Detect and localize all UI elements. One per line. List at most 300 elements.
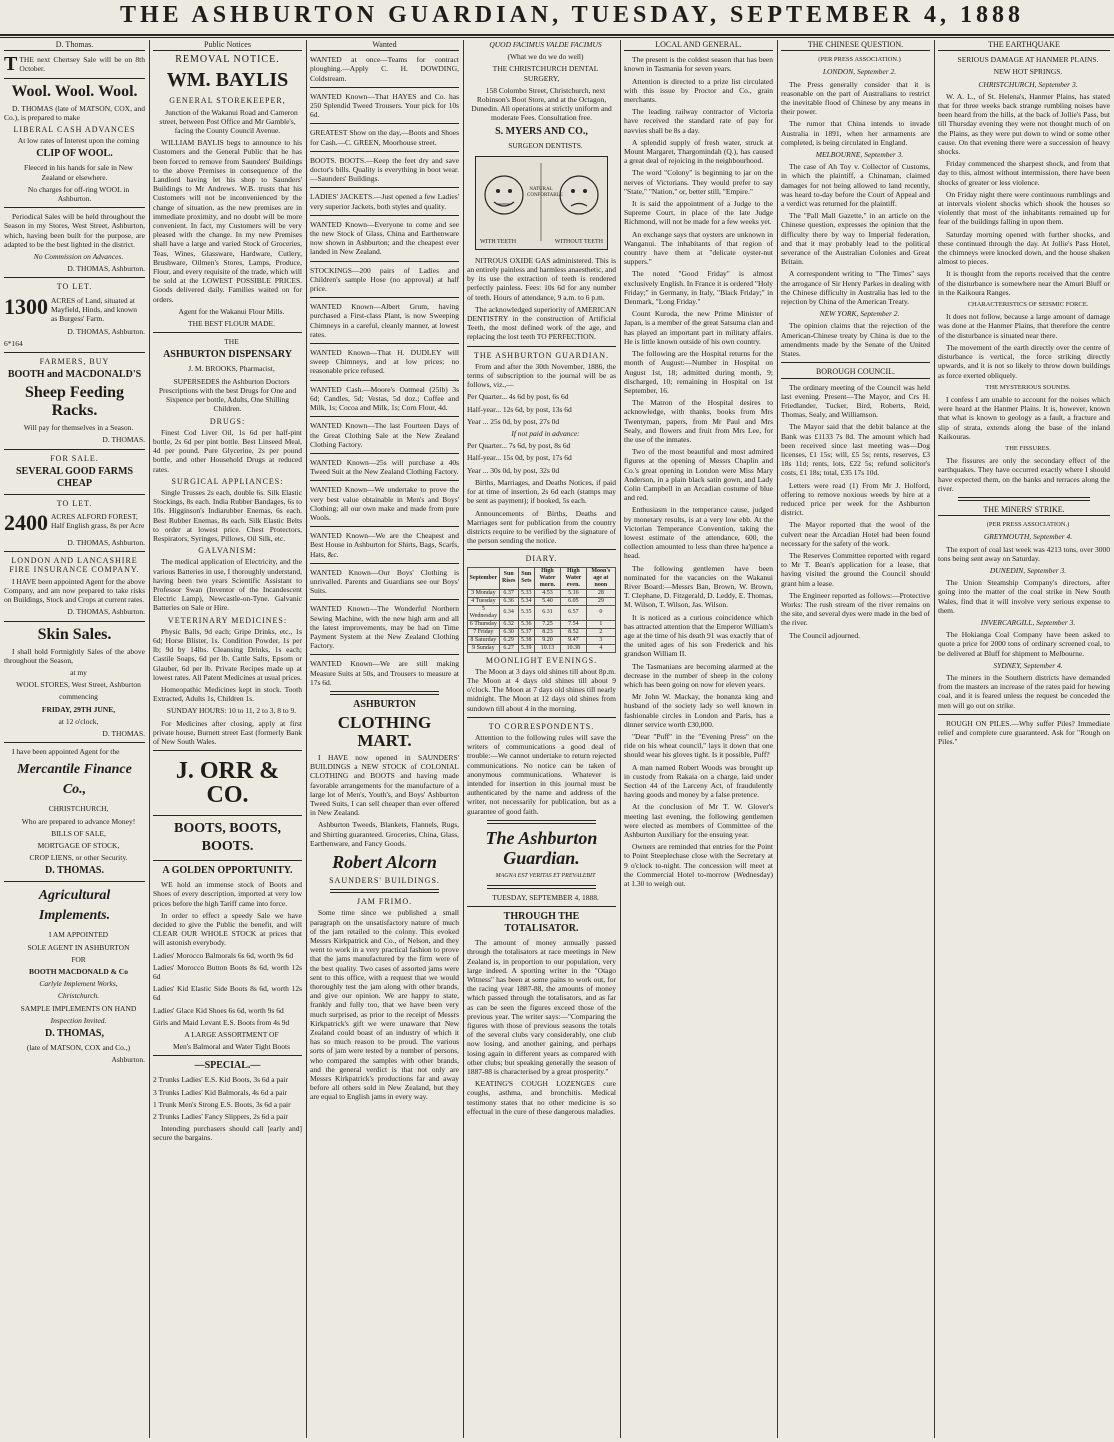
- paper-motto: MAGNA EST VERITAS ET PREVALEBIT: [495, 872, 596, 879]
- council-item: The Mayor reported that the wool of the culvert near the Arcadian Hotel had been found necessary for the safety of the work.: [781, 520, 930, 548]
- diary-cell: 3: [586, 636, 615, 644]
- diary-cell: 5.35: [518, 605, 534, 620]
- for-text: FOR: [71, 954, 86, 964]
- diary-cell: 6.34: [499, 605, 518, 620]
- acres-2400: [4, 512, 145, 534]
- special-heading: —SPECIAL.—: [194, 1060, 261, 1072]
- divider: [310, 261, 459, 262]
- list-item: Ladies' Morocco Button Boots 8s 6d, worth 12s 6d: [153, 962, 302, 982]
- dateline: CHRISTCHURCH, September 3.: [978, 79, 1078, 89]
- dental-illustration: [475, 156, 608, 250]
- births-text: Births, Marriages, and Deaths Notices, if paid for at time of insertion, 2s 6d each (stamps may be sent as payment); if booked, 5s each.: [467, 477, 616, 506]
- special-list: [153, 1075, 302, 1121]
- i-am-appointed: I AM APPOINTED: [48, 930, 109, 940]
- news-item: The export of coal last week was 4213 tons, over 3000 tons being sent away on Saturday.: [938, 544, 1110, 563]
- column-heading: D. Thomas.: [4, 40, 145, 51]
- news-item: It is said the appointment of a Judge to the Supreme Court, in place of the late Judge Richmond, will not be made for a few weeks yet.: [624, 199, 773, 227]
- acres-text: ACRES of Land, situated at Mayfield, Hinds, and known as Burgess' Farm.: [51, 295, 138, 323]
- diary-cell: 6.05: [561, 597, 587, 605]
- totalisator-heading: THROUGH THE TOTALISATOR.: [503, 911, 580, 935]
- for-sale-heading: FOR SALE.: [50, 453, 99, 463]
- column-separator: [934, 40, 935, 1438]
- dateline: SYDNEY, September 4.: [993, 660, 1063, 670]
- mercantile-heading: Mercantile Finance Co.,: [17, 762, 132, 798]
- wanted-ad: WANTED Known—We are still making Measure Suits at 50s, and Trousers to measure at 17s 6d.: [310, 659, 459, 687]
- news-item: Two of the most beautiful and most admired figures at the opening of Messrs Chaplin and Co.'s great opening in London were Miss Mary Anderson, in a plain black satin gown, and Lady Colin Campbell in an Arcadian costume of blue and red.: [624, 447, 773, 503]
- signature: D. THOMAS, Ashburton.: [67, 264, 145, 274]
- moonlight-heading: MOONLIGHT EVENINGS.: [485, 655, 598, 665]
- divider: [4, 551, 145, 552]
- junction: Junction of the Wakanui Road and Cameron street, between Post Office and Mr Gamble's, facing the County Council Avenue.: [159, 107, 298, 136]
- veterinary-text: Physic Balls, 9d each; Gripe Drinks, etc., 1s 6d; Horse Blister, 1s. Condition Powder, 1s per lb; 9d by 14lbs. Cleansing Drinks, 1s each; Castile Soaps, 6d per lb. Cattle Salts, Epsom or Glauber, 6d per lb. Private Recipes made up at lowest rates. All Patent Medicines at usual prices.: [153, 626, 302, 682]
- acres-number: 1300: [4, 293, 48, 319]
- news-item: It is noticed as a curious coincidence which has attracted attention that the Emperor William's age at the time of his death 91 was exactly that of the united ages of his son Frederick and his grandson William II.: [624, 612, 773, 659]
- tweeds-text: Ashburton Tweeds, Blankets, Flannels, Rugs, and Shirting guaranteed. Groceries, China, Glass, Earthenware, and Fancy Goods.: [310, 820, 459, 848]
- at-my: at my: [70, 667, 87, 677]
- clothing-mart-heading: CLOTHING MART.: [337, 712, 432, 750]
- diary-cell: 5.39: [518, 644, 534, 652]
- news-item: The miners in the Southern districts have demanded from the masters an increase of the rates paid for hewing coal, and it is feared unless the request be conceded the men will go out on strike.: [938, 672, 1110, 710]
- double-rule: [487, 820, 596, 824]
- column-local-general: [624, 40, 773, 1436]
- masthead-rule: [0, 37, 1114, 38]
- column-heading: Wanted: [310, 40, 459, 51]
- crop-liens: CROP LIENS, or other Security.: [29, 853, 128, 863]
- paper-title: The Ashburton Guardian.: [485, 827, 598, 868]
- wool-stores: WOOL STORES, West Street, Ashburton: [16, 680, 141, 690]
- diary-cell: 7 Friday: [468, 628, 500, 636]
- divider: [310, 654, 459, 655]
- divider: [153, 815, 302, 816]
- news-item: The Hokianga Coal Company have been asked to quote a price for 2000 tons of ordinary screened coal, to be delivered at Bluff for shipment to Melbourne.: [938, 630, 1110, 658]
- subheading: THE FISSURES.: [1005, 444, 1051, 452]
- divider: [310, 599, 459, 600]
- mortgage: MORTGAGE OF STOCK,: [37, 840, 120, 850]
- wanted-ad: WANTED Known—That HAYES and Co. has 250 Splendid Tweed Trousers. Your pick for 10s 6d.: [310, 91, 459, 120]
- news-item: On Friday night there were continuous rumblings and at intervals violent shocks which shook the houses so violently that most of the inhabitants remained up for fear of the buildings falling in upon them.: [938, 189, 1110, 227]
- divider: [4, 277, 145, 278]
- supersedes: SUPERSEDES the Ashburton Doctors Prescriptions with the best Drugs for One and Sixpence per bottle, Adults, One Shilling Children.: [158, 376, 297, 414]
- news-item: The movement of the earth directly over the centre of disturbance is vertical, the force striking directly upwards, and it is not so likely to throw down buildings as force exerted obliquely.: [938, 342, 1110, 380]
- divider: [938, 714, 1110, 715]
- news-item: W. A. L., of St. Helena's, Hanmer Plains, has stated that for three weeks back strange rumbling noises have been heard from the hills, at the back of Jollie's Pass, but till Thursday evening they were not thought much of on the Plains, as they were put down to wind or some other cause. On that evening there were a succession of heavy shocks.: [938, 91, 1110, 157]
- dateline: LONDON, September 2.: [822, 67, 897, 77]
- diary-header: High Water morn.: [534, 567, 560, 589]
- wanted-ad: WANTED Known—Our Boys' Clothing is unrivalled. Parents and Guardians see our Boys' Suits.: [310, 567, 459, 596]
- column-public-notices: [153, 40, 302, 1436]
- rate-row: Year ... 25s 0d, by post, 27s 0d: [467, 416, 560, 426]
- correspondents-heading: TO CORRESPONDENTS.: [488, 721, 595, 731]
- subscription-text: From and after the 30th November, 1886, the terms of subscription to the journal will be as follows, viz.,—: [467, 361, 616, 390]
- column-separator: [620, 40, 621, 1438]
- correspondents-text: Attention to the following rules will save the writers of communications a good deal of trouble:—We cannot undertake to return rejected communications. No notice can be taken of anonymous communications. Whatever is intended for insertion in this journal must be authenticated by the name and address of the writer, not necessarily for publication, but as a guarantee of good faith.: [467, 732, 616, 816]
- issue-date: TUESDAY, SEPTEMBER 4, 1888.: [492, 892, 599, 902]
- news-item: Owners are reminded that entries for the Point to Point Steeplechase close with the Secretary at 9 o'clock to-night. The concession will meet at the Commercial Hotel to-morrow (Wednesday) at 1.30 to weigh out.: [624, 842, 773, 889]
- news-item: The word "Colony" is beginning to jar on the nerves of Victorians. They would prefer to say "State," "Nation," or, better still, "Empire.": [624, 168, 773, 196]
- intending-text: Intending purchasers should call [early and] secure the bargains.: [153, 1124, 302, 1143]
- alcorn-heading: Robert Alcorn: [332, 852, 437, 872]
- diary-cell: 5.36: [518, 620, 534, 628]
- diary-cell: 2: [586, 628, 615, 636]
- saunders-buildings: SAUNDERS' BUILDINGS.: [329, 876, 440, 885]
- news-item: Attention is directed to a prize list circulated with this issue by Proctor and Co., grain merchants.: [624, 76, 773, 105]
- dental-address: 158 Colombo Street, Christchurch, next Robinson's Boot Store, and at the Octagon, Dunedin. All operations at strictly uniform and moderate Fees. Consultation free.: [471, 85, 612, 123]
- list-item: Ladies' Morocco Balmorals 6s 6d, worth 9s 6d: [153, 950, 294, 960]
- signature-large: D. THOMAS,: [45, 1027, 104, 1039]
- orr-heading: J. ORR & CO.: [175, 758, 280, 809]
- divider: [153, 860, 302, 861]
- diary-row: [468, 644, 616, 652]
- diary-cell: 10.38: [561, 644, 587, 652]
- wanted-ad: LADIES' JACKETS.—Just opened a few Ladies' very superior Jackets, both styles and quality.: [310, 192, 459, 211]
- diary-row: [468, 605, 616, 620]
- diary-cell: 29: [586, 597, 615, 605]
- news-item: Enthusiasm in the temperance cause, judged by monetary results, is at a very low ebb. At the Victorian Temperance Convention, taking the lowest estimate of the attendance, 600, the collection amounted to less than three ha'pence a head.: [624, 505, 773, 561]
- news-item: The opinion claims that the rejection of the American-Chinese treaty by China is due to the amendments made by the Senate of the United States.: [781, 321, 930, 359]
- column-thomas-ads: [4, 40, 145, 1436]
- diary-header: Sun Rises: [499, 567, 518, 589]
- diary-cell: 10.13: [534, 644, 560, 652]
- wanted-ad: WANTED Known—The last Fourteen Days of the Great Clothing Sale at the New Zealand Clothing Factory.: [310, 421, 459, 449]
- news-item: The case of Ah Toy v. Collector of Customs, in which the plaintiff, a Chinaman, claimed damages for not being allowed to land recently, was heard to-day before the Court of Appeal and a verdict was returned for the plaintiff.: [781, 162, 930, 209]
- diary-row: [468, 620, 616, 628]
- news-item: The fissures are only the secondary effect of the earthquakes. They have occurred exactly where I should have expected them, on the banks and terraces along the river.: [938, 456, 1110, 493]
- divider: [310, 480, 459, 481]
- diary-cell: 6 Thursday: [468, 620, 500, 628]
- rough-on-piles: ROUGH ON PILES.—Why suffer Piles? Immediate relief and complete cure guaranteed. Ask for "Rough on Piles.": [938, 718, 1110, 747]
- news-item: A correspondent writing to "The Times" says the arrogance of Sir Henry Parkes in dealing with the Chinese difficulty in Australia has led to the rejection by China of the American Treaty.: [781, 269, 930, 307]
- diary-cell: 7.54: [561, 620, 587, 628]
- column-wanted: [310, 40, 459, 1436]
- news-item: The leading railway contractor of Victoria have received the standard rate of pay for navvies shall be 8s a day.: [624, 107, 773, 135]
- divider: [310, 151, 459, 152]
- double-rule: [487, 885, 596, 889]
- diary-cell: 8.52: [561, 628, 587, 636]
- wanted-ad: WANTED at once—Teams for contract ploughing.—Apply C. H. DOWDING, Coldstream.: [310, 55, 459, 83]
- divider: [310, 563, 459, 564]
- column-separator: [149, 40, 150, 1438]
- dateline: NEW YORK, September 2.: [819, 309, 900, 319]
- sole-agent: SOLE AGENT IN ASHBURTON: [27, 942, 130, 952]
- diary-header: Sun Sets: [518, 567, 534, 589]
- insurance-text: I HAVE been appointed Agent for the above Company, and am now prepared to take risks on Buildings, Stock and Crops at current rates.: [4, 576, 145, 605]
- divider: [153, 332, 302, 333]
- council-item: The Engineer reported as follows:—Protective Works: The rush stream of the river remains on the site, and several dyes were made in the bed of the river.: [781, 590, 930, 628]
- council-item: The Mayor said that the debit balance at the Bank was £1133 7s 8d. The amount which had been received since last meeting was—Dog licenses, £1 15s; will, £5 5s; rents, reserves, £3 18s 11d; rents, lots, £22 5s; refund solicitor's costs, £1 18s; total, £35 17s 10d.: [781, 422, 930, 478]
- best-flour: THE BEST FLOUR MADE.: [188, 319, 275, 329]
- diary-cell: 6.29: [499, 636, 518, 644]
- rate-row: Half-year... 15s 0d, by post, 17s 6d: [467, 453, 572, 463]
- divider: [310, 297, 459, 298]
- jam-heading: JAM FRIMO.: [356, 897, 413, 907]
- council-item: The ordinary meeting of the Council was held last evening. Present—The Mayor, and Crs H. Friedlander, Tucker, Bird, Roberts, Reid, Thomas, Sealy, and Williamson.: [781, 382, 930, 420]
- diary-row: [468, 597, 616, 605]
- news-item: Friday commenced the sharpest shock, and from that day to this, almost without intermission, there have been shocks of greater or less violence.: [938, 159, 1110, 187]
- been-appointed: I have been appointed Agent for the: [12, 747, 120, 757]
- wanted-ad: WANTED Cash.—Moore's Oatmeal (25lb) 3s 6d; Candles, 5d; Vestas, 5d doz.; Coffee and Milk, 1s; Cocoa and Milk, 1s; Corn Flour, 4d.: [310, 384, 459, 413]
- no-commission: No Commission on Advances.: [33, 252, 124, 262]
- dateline: GREYMOUTH, September 4.: [983, 532, 1073, 542]
- double-rule: [330, 889, 439, 893]
- diary-cell: 6.36: [499, 597, 518, 605]
- pay-text: Will pay for themselves in a Season.: [23, 423, 134, 433]
- list-item: Ladies' Kid Elastic Side Boots 8s 6d, worth 12s 6d: [153, 984, 302, 1003]
- newspaper-title: THE ASHBURTON GUARDIAN, TUESDAY, SEPTEMBER 4, 1888: [120, 2, 1024, 28]
- diary-head-row: [468, 567, 616, 589]
- news-item: It does not follow, because a large amount of damage was done at the Hanmer Plains, that therefore the centre of the disturbance is situated near there.: [938, 312, 1110, 340]
- divider: [781, 362, 930, 363]
- diary-cell: 4.53: [534, 589, 560, 597]
- christchurch-2: Christchurch.: [57, 991, 100, 1001]
- farmers-heading: FARMERS, BUY: [39, 357, 110, 367]
- skin-sales-text: I shall hold Fortnightly Sales of the above throughout the Season,: [4, 646, 145, 665]
- divider: [310, 343, 459, 344]
- rate-row: Per Quarter... 4s 6d by post, 6s 6d: [467, 392, 569, 402]
- divider: [467, 717, 616, 718]
- divider: [153, 1055, 302, 1056]
- subheading: THE MYSTERIOUS SOUNDS.: [985, 383, 1071, 391]
- upper-text: The acknowledged superiority of AMERICAN DENTISTRY in the construction of Artificial Teeth, the most defined work of the age, and replacing the lost teeth TO PERFECTION.: [467, 304, 616, 342]
- christchurch: CHRISTCHURCH,: [48, 804, 109, 814]
- diary-row: [468, 589, 616, 597]
- divider: [310, 123, 459, 124]
- friday: FRIDAY, 29TH JUNE,: [41, 704, 116, 714]
- list-item: Girls and Maid Levant E.S. Boots from 4s 9d: [153, 1017, 290, 1027]
- agent-for: Agent for the Wakanui Flour Mills.: [178, 306, 285, 316]
- divider: [310, 187, 459, 188]
- homeopathic-text: Homeopathic Medicines kept in stock. Tooth Extracted, Adults 1s, Children 1s.: [153, 684, 302, 704]
- wanted-ad: WANTED Known—We are the Cheapest and Best House in Ashburton for Shirts, Bags, Scarfs, Hats, &c.: [310, 531, 459, 559]
- wanted-ad: WANTED Known—Everyone to come and see the new Stock of Glass, China and Earthenware now shown in Ashburton; and the cheapest ever landed in New Zealand.: [310, 219, 459, 257]
- list-item: 2 Trunks Ladies' Fancy Slippers, 2s 6d a pair: [153, 1112, 288, 1122]
- diary-row: [468, 628, 616, 636]
- booth-macdonald: BOOTH MACDONALD & Co: [29, 966, 128, 976]
- diary-header: Moon's age at noon: [586, 567, 615, 589]
- carlyle: Carlyle Implement Works,: [39, 979, 118, 989]
- column-heading: LOCAL AND GENERAL.: [624, 40, 773, 51]
- acres-text: ACRES ALFORD FOREST, Half English grass, 8s per Acre: [51, 512, 145, 531]
- faces-illustration: [476, 157, 607, 247]
- divider: [4, 207, 145, 208]
- wm-baylis: WM. BAYLIS: [166, 69, 289, 92]
- news-item: The present is the coldest season that has been known in Tasmania for seven years.: [624, 55, 773, 74]
- strike-heading: THE MINERS' STRIKE.: [938, 505, 1110, 516]
- surgical-text: Single Trusses 2s each, double 6s. Silk Elastic Stockings, 8s each. India Rubber Bandages, 6s to 10s. Higginson's Indiarubber Enemas, 6s each. Best Rubber Enemas, 8s each. Silk Elastic Belts to order at lowest price. Chest Protectors, Respirators, Syringes, Pillows, Oil Silk, etc.: [153, 487, 302, 543]
- veterinary-heading: VETERINARY MEDICINES:: [167, 615, 288, 625]
- column-separator: [306, 40, 307, 1438]
- column-heading: THE CHINESE QUESTION.: [781, 40, 930, 51]
- signature: D. THOMAS, Ashburton.: [67, 607, 145, 617]
- diary-cell: 5.40: [534, 597, 560, 605]
- motto-english: (What we do we do well): [507, 52, 584, 62]
- oclock: at 12 o'clock,: [58, 716, 99, 726]
- inspection: Inspection Invited.: [50, 1015, 107, 1025]
- wanted-ad: WANTED Known—Albert Grum, having purchased a First-class Plant, is now Sweeping Chimneys in a careful, cleanly manner, at lowest rates.: [310, 302, 459, 339]
- news-item: The "Pall Mall Gazette," in an article on the Chinese question, expresses the opinion that the difficulty there by way to Imperial federation, and that it may probably lead to the political severance of the Australian Colonies and Great Britain.: [781, 211, 930, 267]
- news-item: A splendid supply of fresh water, struck at Mount Margaret, Thargomindah (Q.), has caused a great deal of rejoicing in the neighbourhood.: [624, 137, 773, 166]
- news-item: The Press generally consider that it is reasonable on the part of Australians to restrict the inevitable flood of Chinese by any means in their power.: [781, 79, 930, 117]
- mens-boots: Men's Balmoral and Water Tight Boots: [172, 1042, 291, 1052]
- news-item: I confess I am unable to account for the noises which were heard at the Hanmer Plains. It is, however, known that what is known to geology as a fault, a fracture and slip of strata, extends along the base of the inland Kaikouras.: [938, 394, 1110, 441]
- wanted-ad: STOCKINGS—200 pairs of Ladies and Children's sample Hose (no approval) at half price.: [310, 265, 459, 294]
- acres-number: 2400: [4, 510, 48, 536]
- golden-text: WE hold an immense stock of Boots and Shoes of every description, imported at very low prices before the high Tariff came into force.: [153, 880, 302, 908]
- diary-cell: 5.16: [561, 589, 587, 597]
- signature-large: D. THOMAS.: [45, 865, 104, 877]
- press-association: (PER PRESS ASSOCIATION.): [986, 521, 1070, 529]
- double-rule: [330, 691, 439, 695]
- divider: [4, 742, 145, 743]
- dispensary-heading: ASHBURTON DISPENSARY: [163, 349, 292, 361]
- sunday-hours: SUNDAY HOURS: 10 to 11, 2 to 3, 8 to 9.: [166, 706, 297, 716]
- diary-cell: 3 Monday: [468, 589, 500, 597]
- borough-heading: BOROUGH COUNCIL.: [781, 367, 930, 378]
- booth-heading: BOOTH and MACDONALD'S: [7, 369, 142, 381]
- agri-heading: Agricultural Implements.: [38, 888, 111, 924]
- wanted-ad: WANTED Known—That H. DUDLEY will sweep Chimneys, and at low prices; no reasonable price refused.: [310, 348, 459, 376]
- news-item: The noted "Good Friday" is almost exclusively English. In France it is ordered "Holy Friday;" in Germany, in Italy, "Black Friday;" in Denmark, "Long Friday.": [624, 269, 773, 307]
- news-item: At the conclusion of Mr T. W. Glover's meeting last evening, the following gentlemen were elected as members of Committee of the Ashburton Auxiliary for the ensuing year.: [624, 802, 773, 840]
- diary-heading: DIARY.: [525, 554, 558, 564]
- nitrous-text: NITROUS OXIDE GAS administered. This is an entirely painless and harmless anaesthetic, and by its use the extraction of teeth is rendered perfectly painless. Fees: 10s 6d for any number of teeth. Hours of attendance, 9 a.m. to 6 p.m.: [467, 255, 616, 302]
- list-item: 1 Trunk Men's Strong E.S. Boots, 3s 6d a pair: [153, 1099, 291, 1109]
- to-let-heading: TO LET.: [56, 498, 93, 508]
- acres-1300: [4, 293, 145, 323]
- diary-cell: 5.37: [518, 628, 534, 636]
- diary-header: High Water even.: [561, 567, 587, 589]
- council-item: The Reserves Committee reported with regard to Mr T. Bean's application for a lease, that having visited the ground the Council should grant him a lease.: [781, 550, 930, 588]
- diary-cell: 28: [586, 589, 615, 597]
- news-item: The following gentlemen have been nominated for the vacancies on the Wakanui River Board:—Messrs Ban, Brown, W. Brown, T. Clephane, D. Fitzgerald, D. Leddy, E. Thomas, M. Wilson, T. Wilson, Jas. Wilson.: [624, 563, 773, 610]
- wanted-ad: WANTED Known—The Wonderful Northern Sewing Machine, with the new high arm and all the latest improvements, may be had on Time Payment System at the New Zealand Clothing Factory.: [310, 604, 459, 651]
- subheading: CHARACTERISTICS OF SEISMIC FORCE.: [967, 301, 1089, 309]
- divider: [467, 549, 616, 550]
- wanted-ad: WANTED Known—25s will purchase a 40s Tweed Suit at the New Zealand Clothing Factory.: [310, 457, 459, 477]
- medicines-text: For Medicines after closing, apply at first private house, Burnett street East (formerly Bank of New South Wales.: [153, 718, 302, 746]
- double-rule: [958, 497, 1090, 501]
- news-item: Count Kuroda, the new Prime Minister of Japan, is a member of the great Satsuma clan and has played an important part in military affairs. He is little known outside of his own country.: [624, 309, 773, 346]
- diary-header: September: [468, 567, 500, 589]
- without-teeth-label: WITHOUT TEETH: [554, 238, 603, 245]
- price-list: [153, 951, 302, 1027]
- council-item: The Council adjourned.: [789, 630, 861, 640]
- commencing: commencing: [59, 692, 98, 702]
- correspondence-text: Announcements of Births, Deaths and Marriages sent for publication from the country districts require to be verified by the signature of the person sending the notice.: [467, 508, 616, 546]
- column-dental-guardian: [467, 40, 616, 1436]
- diary-cell: 6.30: [499, 628, 518, 636]
- the-text: THE: [224, 337, 239, 347]
- divider: [310, 416, 459, 417]
- news-item: The rumor that China intends to invade Australia in 1891, when her armaments are completed, is being circulated in England.: [781, 119, 930, 147]
- diary-cell: 5.34: [518, 597, 534, 605]
- diary-body: [468, 589, 616, 652]
- divider: [4, 881, 145, 882]
- galvanism-heading: GALVANISM:: [198, 546, 257, 556]
- list-item: 2 Trunks Ladies' E.S. Kid Boots, 3s 6d a pair: [153, 1075, 289, 1085]
- brooks: J. M. BROOKS, Pharmacist,: [188, 364, 275, 374]
- skin-sales-heading: Skin Sales.: [37, 625, 112, 643]
- natural-label: NATURAL CONFORTABLE: [527, 186, 563, 198]
- late-of: (late of MATSON, COX and Co.,): [26, 1042, 131, 1052]
- subscription-rates: [467, 392, 616, 474]
- drugs-text: Finest Cod Liver Oil, 1s 6d per half-pint bottle, 2s 6d per pint bottle. Best Linseed Meal, 4d per pound. Pure Glycerine, 2s per pound bottle, and other Household Drugs at reduced rates.: [153, 427, 302, 474]
- divider: [4, 621, 145, 622]
- column-heading: Public Notices: [153, 40, 302, 51]
- news-item: The Matron of the Hospital desires to acknowledge, with thanks, books from Mrs Twentyman, papers, from Mr Paul and Mrs Sealy, and flowers and fruit from Mrs Lee, for the use of the inmates.: [624, 398, 773, 444]
- divider: [310, 526, 459, 527]
- wool-heading: Wool. Wool. Wool.: [11, 82, 138, 100]
- ashburton-heading: ASHBURTON: [353, 698, 416, 710]
- divider: [153, 750, 302, 751]
- dateline: MELBOURNE, September 3.: [815, 150, 904, 160]
- diary-cell: 6.32: [499, 620, 518, 628]
- rate-row: Year ... 30s 0d, by post, 32s 0d: [467, 465, 560, 475]
- signature: D. THOMAS, Ashburton.: [67, 538, 145, 548]
- ref-code: 6*164: [4, 338, 23, 348]
- divider: [310, 380, 459, 381]
- periodical-sales: Periodical Sales will be held throughout the Season in my Stores, West Street, Ashburton, which, having been built for the purpose, are adapted to be the best lighted in the district.: [4, 212, 145, 249]
- galvanism-text: The medical application of Electricity, and the various Batteries in use, I thoroughly understand, having been two years Scientific Assistant to Professor Swan (Inventor of the Incandescent Electric Lamp), Newcastle-on-Tyne. Galvanic Batteries on Sale or Hire.: [153, 557, 302, 613]
- motto: QUOD FACIMUS VALDE FACIMUS: [489, 40, 602, 49]
- signature: D. THOMAS.: [102, 435, 145, 445]
- news-item: The Union Steamship Company's directors, after going into the matter of the coal strike in New South Wales, find that it will involve very serious expense to them.: [938, 578, 1110, 615]
- column-chinese-question: [781, 40, 930, 1436]
- divider: [4, 78, 145, 79]
- surgeon-dentists: SURGEON DENTISTS.: [508, 140, 583, 150]
- removal-notice: REMOVAL NOTICE.: [175, 54, 280, 66]
- cheap-text: In order to effect a speedy Sale we have decided to give the Public the benefit, and will CLEAR OUR WHOLE STOCK at prices that will astonish everybody.: [153, 910, 302, 948]
- press-association: (PER PRESS ASSOCIATION.): [818, 56, 901, 64]
- news-item: The Tasmanians are becoming alarmed at the decrease in the number of sheep in the colony which has been going on now for eleven years.: [624, 661, 773, 689]
- divider: [310, 453, 459, 454]
- earthquake-sub: SERIOUS DAMAGE AT HANMER PLAINS.: [957, 55, 1099, 65]
- with-teeth-label: WITH TEETH: [480, 238, 517, 245]
- dateline: DUNEDIN, September 3.: [989, 565, 1067, 575]
- diary-cell: 5 Wednesday: [468, 605, 500, 620]
- list-item: Ladies' Glace Kid Shoes 6s 6d, worth 9s 6d: [153, 1005, 284, 1015]
- fleeced-text: Fleeced in his hands for sale in New Zealand or elsewhere.: [24, 163, 133, 182]
- drugs-heading: DRUGS:: [209, 416, 246, 426]
- dateline: INVERCARGILL, September 3.: [980, 617, 1076, 627]
- diary-cell: 0: [586, 605, 615, 620]
- diary-cell: 9.47: [561, 636, 587, 644]
- diary-row: [468, 636, 616, 644]
- diary-cell: 9 Sunday: [468, 644, 500, 652]
- baylis-body: WILLIAM BAYLIS begs to announce to his Customers and the General Public that he has been forced to remove from Saunders' Buildings to the above Premises in consequence of the Landlord having let his shop to Saunders' Buildings to Mr Andrews. W.B. trusts that his Customers will not be inconvenienced by the change of situation, as the new premises are in immediate proximity, and no doubt will be more convenient. In fact, my Customers will be very pleased with the change. In my new Premises shall have a large and varied Stock of Groceries, Teas, Wines, Glassware, Hardware, Cutlery, Brushware, Oilmen's Stores, Lamps, Produce, Flour, and every requisite of the trade, which will be sold at the LOWEST POSSIBLE PRICES. Goods delivered daily. Families waited on for orders.: [153, 138, 302, 304]
- news-item: A man named Robert Woods was brought up in custody from Rakaia on a charge, laid under Section 44 of the Larceny Act, of fraudulently having goods and money by a false pretence.: [624, 762, 773, 800]
- diary-cell: 6.31: [534, 605, 560, 620]
- diary-cell: 4 Tuesday: [468, 597, 500, 605]
- boots-heading: BOOTS, BOOTS, BOOTS.: [174, 821, 281, 855]
- diary-cell: 8 Saturday: [468, 636, 500, 644]
- bills-of-sale: BILLS OF SALE,: [51, 828, 106, 838]
- council-item: Letters were read (1) From Mr J. Holford, offering to remove noxious weeds by hire at a reduced price per week for the Ashburton district.: [781, 480, 930, 518]
- news-item: Saturday morning opened with further shocks, and these continued through the day. At Jollie's Pass Hotel, the chimneys were knocked down, and the house shaken almost to pieces.: [938, 229, 1110, 267]
- diary-cell: 6.57: [561, 605, 587, 620]
- rate-row: Per Quarter... 7s 6d, by post, 8s 6d: [467, 441, 571, 451]
- column-heading: THE EARTHQUAKE: [938, 40, 1110, 51]
- divider: [310, 215, 459, 216]
- masthead: [0, 0, 1114, 36]
- divider: [467, 346, 616, 347]
- signature: D. THOMAS.: [102, 728, 145, 738]
- thomas-paragraph: D. THOMAS (late of MATSON, COX, and Co.), is prepared to make: [4, 103, 145, 122]
- wanted-ad: GREATEST Show on the day,—Boots and Shoes for Cash.—C. GREEN, Moorhouse street.: [310, 128, 459, 147]
- news-item: "Dear "Puff" in the "Evening Press" on the ride on his wheat council," lays it down that one should wear his gloves tight. Is it possible, Puff?: [624, 732, 773, 760]
- divider: [4, 352, 145, 353]
- diary-table: [467, 567, 616, 653]
- diary-cell: 4: [586, 644, 615, 652]
